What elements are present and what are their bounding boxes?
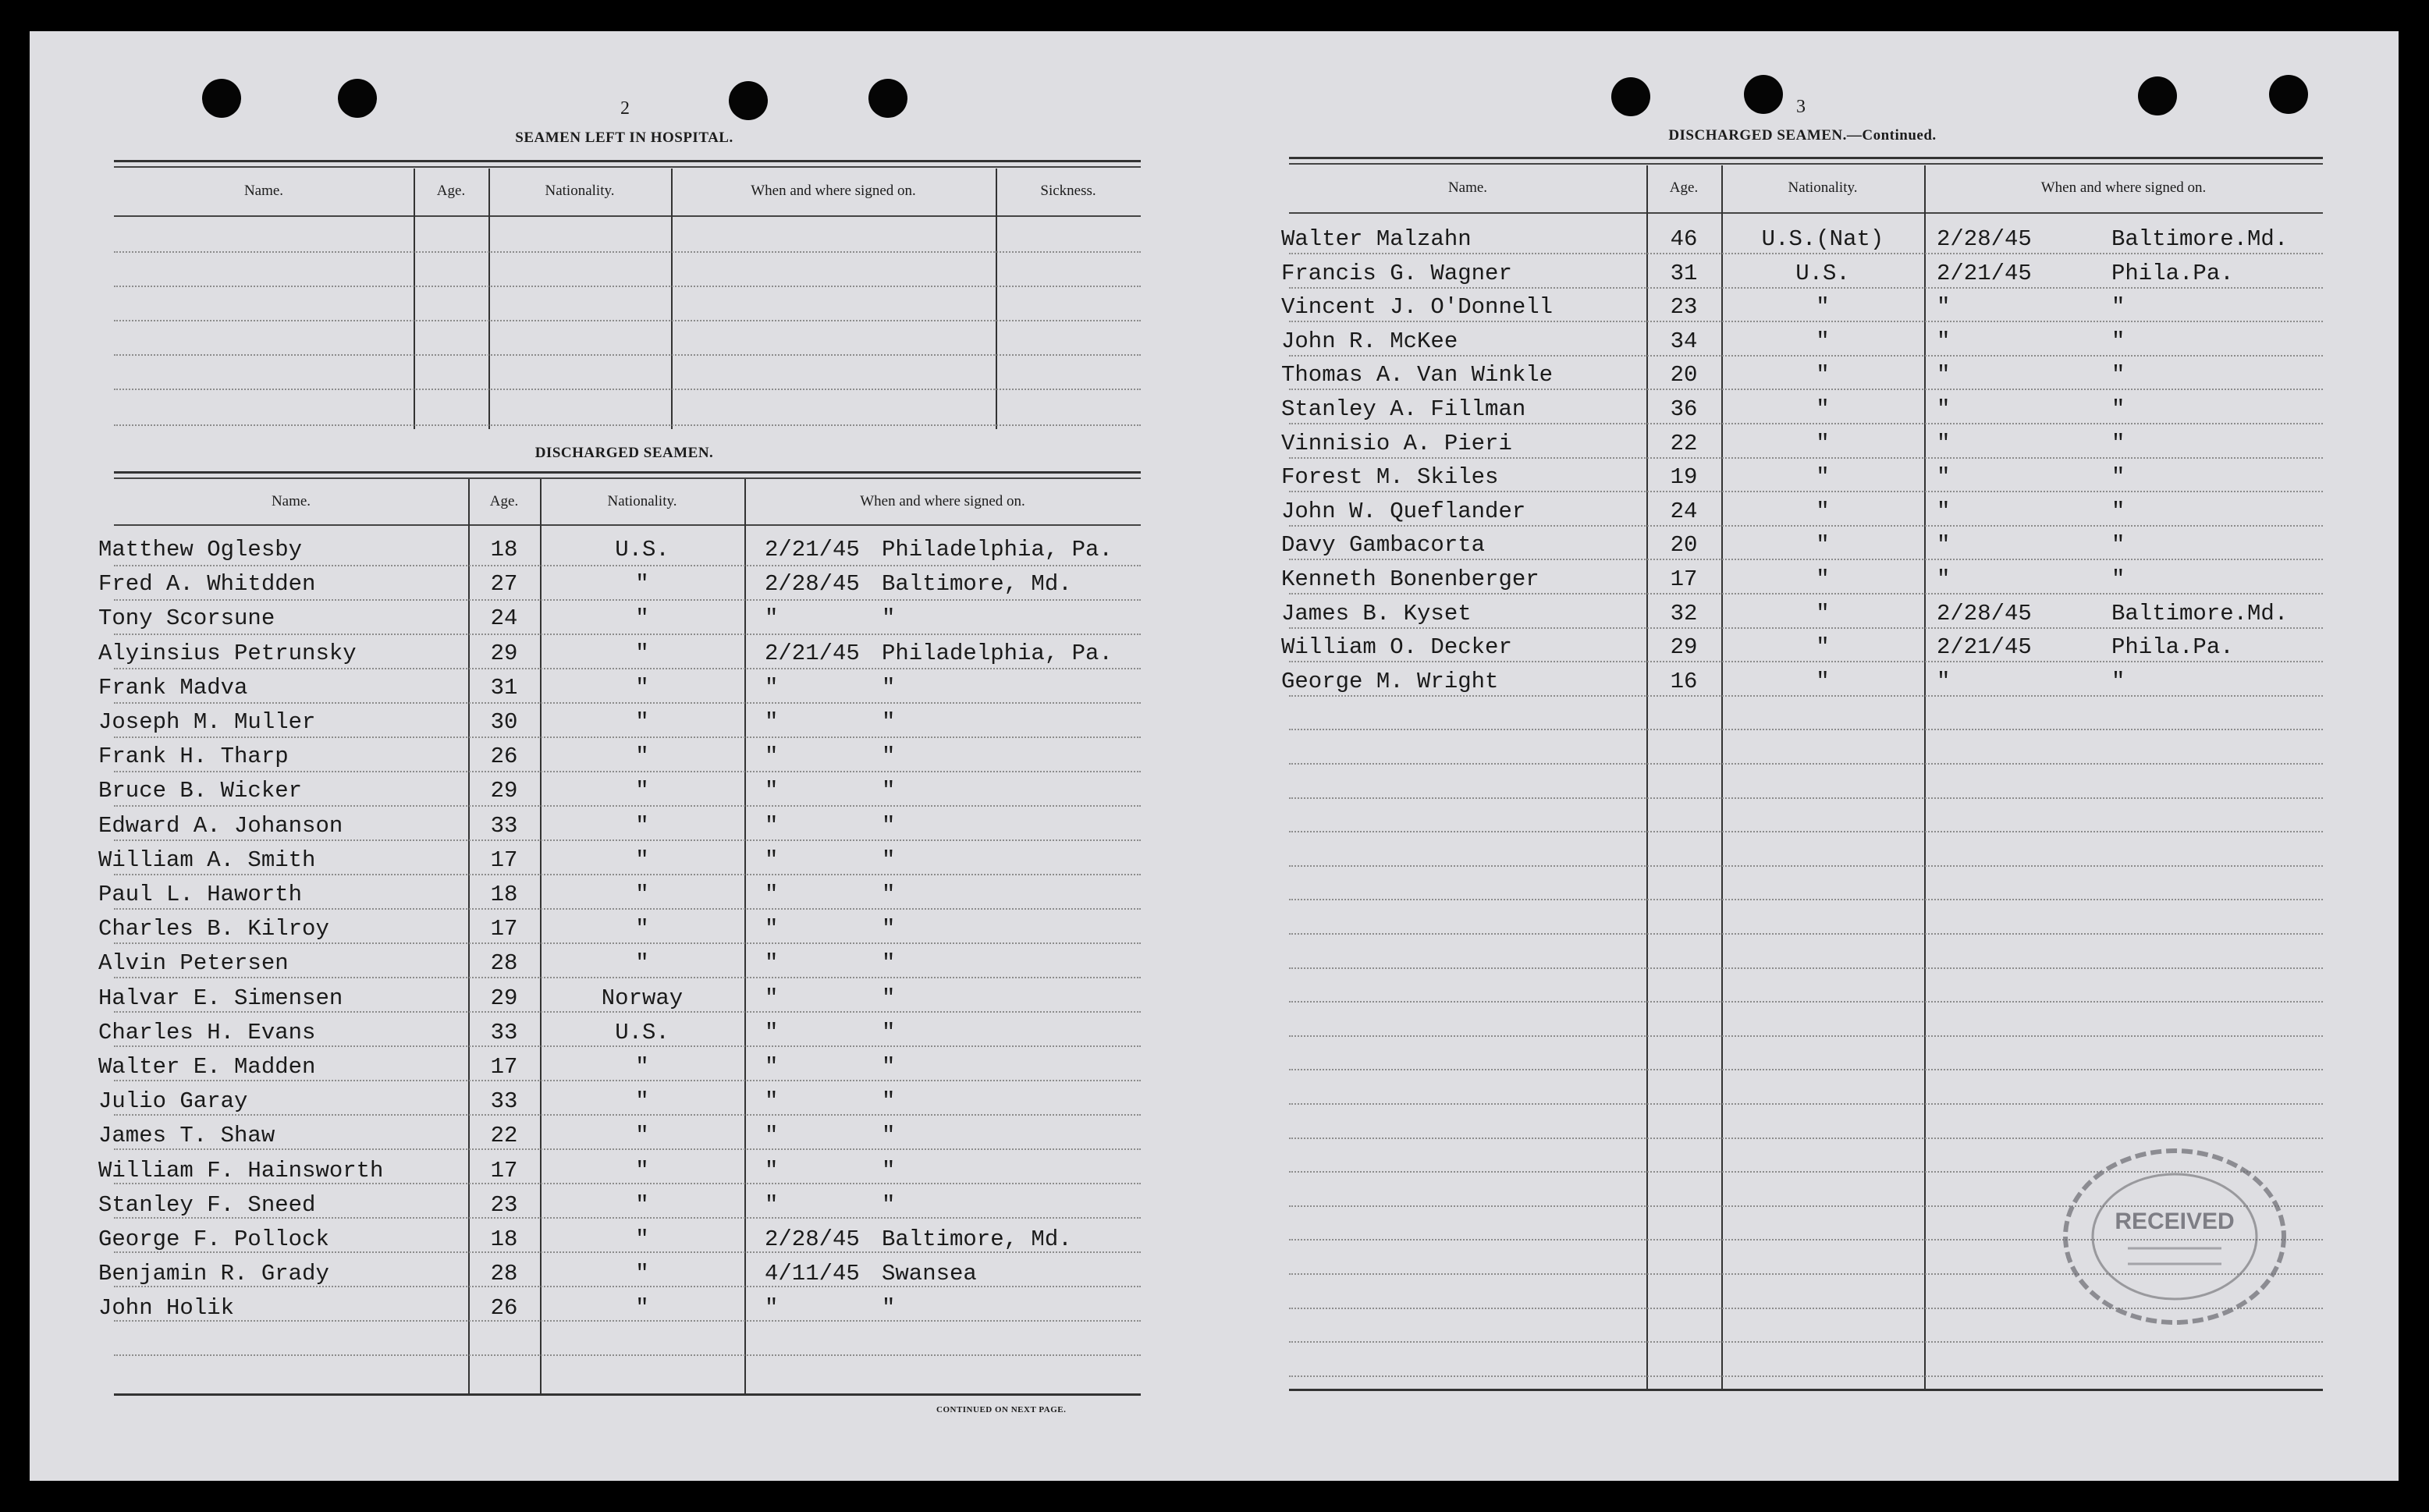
right-page-title: DISCHARGED SEAMEN.—Continued. bbox=[1668, 127, 1937, 144]
signed-on-date: " bbox=[765, 1123, 779, 1149]
punch-hole bbox=[2138, 76, 2177, 115]
row-rule bbox=[114, 565, 1141, 566]
signed-on-date: " bbox=[1937, 498, 1951, 524]
seaman-age: 34 bbox=[1670, 328, 1698, 354]
seaman-name: James B. Kyset bbox=[1281, 600, 1472, 626]
signed-on-date: 2/28/45 bbox=[765, 571, 860, 598]
row-rule bbox=[114, 1354, 1141, 1356]
rule bbox=[114, 477, 1141, 479]
seaman-name: Fred A. Whitdden bbox=[98, 571, 316, 598]
seaman-nationality: " bbox=[635, 1123, 649, 1149]
rule bbox=[114, 524, 1141, 526]
seaman-age: 26 bbox=[490, 744, 518, 770]
seaman-nationality: " bbox=[635, 1295, 649, 1322]
row-rule bbox=[1289, 355, 2323, 357]
row-rule bbox=[1289, 865, 2323, 867]
signed-on-place: Baltimore, Md. bbox=[882, 571, 1072, 598]
seaman-nationality: " bbox=[1816, 396, 1830, 422]
signed-on-date: " bbox=[1937, 430, 1951, 456]
hospital-col-sickness: Sickness. bbox=[1040, 183, 1096, 199]
rule bbox=[1289, 212, 2323, 214]
seaman-name: John R. McKee bbox=[1281, 328, 1458, 354]
signed-on-date: " bbox=[765, 709, 779, 735]
rule bbox=[114, 166, 1141, 168]
signed-on-place: " bbox=[882, 1123, 896, 1149]
discharged-col-name: Name. bbox=[271, 493, 311, 509]
seaman-nationality: " bbox=[635, 916, 649, 942]
seaman-name: Joseph M. Muller bbox=[98, 709, 316, 735]
column-divider bbox=[744, 479, 746, 1393]
seaman-age: 22 bbox=[1670, 430, 1698, 456]
discharged-col-signed-on: When and where signed on. bbox=[860, 493, 1025, 509]
punch-hole bbox=[729, 81, 768, 120]
signed-on-date: " bbox=[1937, 464, 1951, 491]
received-stamp bbox=[2054, 1139, 2296, 1334]
seaman-nationality: " bbox=[1816, 532, 1830, 559]
rule bbox=[1289, 157, 2323, 159]
seaman-name: Thomas A. Van Winkle bbox=[1281, 362, 1554, 389]
signed-on-place: " bbox=[882, 778, 896, 804]
signed-on-place: " bbox=[882, 709, 896, 735]
row-rule bbox=[1289, 1103, 2323, 1105]
punch-hole bbox=[202, 79, 241, 118]
signed-on-place: " bbox=[882, 1157, 896, 1184]
seaman-name: Alyinsius Petrunsky bbox=[98, 640, 357, 666]
seaman-name: Bruce B. Wicker bbox=[98, 778, 303, 804]
discharged-section-title: DISCHARGED SEAMEN. bbox=[534, 445, 714, 461]
signed-on-place: " bbox=[2111, 464, 2125, 491]
signed-on-date: " bbox=[765, 950, 779, 977]
seaman-nationality: " bbox=[635, 744, 649, 770]
row-rule bbox=[1289, 559, 2323, 560]
signed-on-place: " bbox=[882, 1295, 896, 1322]
seaman-name: Stanley F. Sneed bbox=[98, 1191, 316, 1218]
signed-on-date: " bbox=[765, 778, 779, 804]
seaman-age: 18 bbox=[490, 1226, 518, 1252]
seaman-nationality: " bbox=[635, 1088, 649, 1115]
seaman-age: 36 bbox=[1670, 396, 1698, 422]
seaman-name: William A. Smith bbox=[98, 847, 316, 873]
page-number-left: 2 bbox=[620, 98, 630, 119]
signed-on-date: 2/28/45 bbox=[1937, 600, 2032, 626]
signed-on-date: " bbox=[1937, 328, 1951, 354]
seaman-nationality: " bbox=[1816, 566, 1830, 592]
signed-on-date: " bbox=[765, 812, 779, 839]
seaman-nationality: " bbox=[635, 1054, 649, 1080]
seaman-nationality: " bbox=[1816, 464, 1830, 491]
row-rule bbox=[1289, 899, 2323, 900]
seaman-age: 29 bbox=[490, 640, 518, 666]
row-rule bbox=[1289, 1035, 2323, 1037]
seaman-nationality: " bbox=[635, 1157, 649, 1184]
signed-on-place: " bbox=[2111, 566, 2125, 592]
seaman-name: George M. Wright bbox=[1281, 668, 1499, 694]
signed-on-date: " bbox=[765, 985, 779, 1011]
seaman-name: John W. Queflander bbox=[1281, 498, 1526, 524]
signed-on-place: " bbox=[882, 744, 896, 770]
seaman-name: Matthew Oglesby bbox=[98, 537, 303, 563]
row-rule bbox=[114, 251, 1141, 253]
row-rule bbox=[114, 908, 1141, 910]
seaman-age: 17 bbox=[490, 1157, 518, 1184]
signed-on-place: Baltimore.Md. bbox=[2111, 226, 2289, 252]
signed-on-date: 2/21/45 bbox=[765, 640, 860, 666]
row-rule bbox=[114, 286, 1141, 287]
seaman-name: Frank Madva bbox=[98, 674, 248, 701]
row-rule bbox=[114, 668, 1141, 669]
signed-on-date: " bbox=[765, 882, 779, 907]
row-rule bbox=[1289, 253, 2323, 254]
seaman-age: 27 bbox=[490, 571, 518, 598]
row-rule bbox=[114, 874, 1141, 875]
signed-on-place: " bbox=[882, 812, 896, 839]
seaman-name: Alvin Petersen bbox=[98, 950, 289, 977]
signed-on-place: " bbox=[882, 1088, 896, 1115]
row-rule bbox=[1289, 389, 2323, 390]
punch-hole bbox=[2269, 75, 2308, 114]
signed-on-date: " bbox=[765, 847, 779, 873]
right-col-nationality: Nationality. bbox=[1788, 179, 1858, 196]
seaman-name: Francis G. Wagner bbox=[1281, 260, 1512, 286]
seaman-nationality: " bbox=[1816, 294, 1830, 321]
signed-on-place: Phila.Pa. bbox=[2111, 260, 2234, 286]
signed-on-place: Baltimore, Md. bbox=[882, 1226, 1072, 1252]
seaman-name: Edward A. Johanson bbox=[98, 812, 343, 839]
signed-on-place: " bbox=[2111, 396, 2125, 422]
signed-on-date: " bbox=[765, 1088, 779, 1115]
seaman-age: 17 bbox=[490, 847, 518, 873]
seaman-name: Paul L. Haworth bbox=[98, 882, 303, 907]
seaman-nationality: " bbox=[635, 605, 649, 632]
signed-on-place: " bbox=[882, 1019, 896, 1045]
seaman-age: 17 bbox=[490, 1054, 518, 1080]
signed-on-place: " bbox=[2111, 294, 2125, 321]
rule bbox=[114, 215, 1141, 217]
signed-on-date: " bbox=[1937, 294, 1951, 321]
seaman-nationality: " bbox=[1816, 668, 1830, 694]
seaman-age: 31 bbox=[490, 674, 518, 701]
signed-on-date: 2/28/45 bbox=[765, 1226, 860, 1252]
hospital-col-age: Age. bbox=[436, 183, 466, 199]
seaman-age: 26 bbox=[490, 1295, 518, 1322]
signed-on-place: Swansea bbox=[882, 1261, 977, 1287]
seaman-age: 18 bbox=[490, 537, 518, 563]
signed-on-date: 2/21/45 bbox=[765, 537, 860, 563]
seaman-name: Charles H. Evans bbox=[98, 1019, 316, 1045]
seaman-age: 17 bbox=[490, 916, 518, 942]
signed-on-date: " bbox=[1937, 362, 1951, 389]
seaman-age: 24 bbox=[490, 605, 518, 632]
row-rule bbox=[114, 599, 1141, 601]
row-rule bbox=[114, 702, 1141, 704]
rule bbox=[114, 471, 1141, 474]
signed-on-date: " bbox=[765, 1054, 779, 1080]
seaman-age: 20 bbox=[1670, 532, 1698, 559]
signed-on-date: " bbox=[765, 1019, 779, 1045]
seaman-nationality: " bbox=[635, 882, 649, 907]
signed-on-place: Phila.Pa. bbox=[2111, 634, 2234, 661]
signed-on-place: Philadelphia, Pa. bbox=[882, 640, 1113, 666]
signed-on-place: " bbox=[882, 950, 896, 977]
seaman-name: William O. Decker bbox=[1281, 634, 1512, 661]
seaman-nationality: " bbox=[635, 571, 649, 598]
seaman-nationality: " bbox=[1816, 362, 1830, 389]
row-rule bbox=[1289, 627, 2323, 629]
seaman-nationality: " bbox=[635, 640, 649, 666]
row-rule bbox=[114, 389, 1141, 390]
seaman-nationality: " bbox=[1816, 328, 1830, 354]
seaman-nationality: " bbox=[635, 812, 649, 839]
seaman-nationality: " bbox=[635, 950, 649, 977]
seaman-name: Halvar E. Simensen bbox=[98, 985, 343, 1011]
seaman-name: John Holik bbox=[98, 1295, 235, 1322]
row-rule bbox=[114, 1011, 1141, 1013]
signed-on-place: Philadelphia, Pa. bbox=[882, 537, 1113, 563]
punch-hole bbox=[338, 79, 377, 118]
signed-on-place: " bbox=[2111, 362, 2125, 389]
seaman-age: 28 bbox=[490, 950, 518, 977]
hospital-col-nationality: Nationality. bbox=[545, 183, 615, 199]
row-rule bbox=[1289, 729, 2323, 730]
row-rule bbox=[1289, 1375, 2323, 1377]
ledger-paper bbox=[30, 31, 2399, 1481]
row-rule bbox=[114, 805, 1141, 807]
seaman-age: 28 bbox=[490, 1261, 518, 1287]
seaman-name: George F. Pollock bbox=[98, 1226, 329, 1252]
signed-on-place: " bbox=[2111, 668, 2125, 694]
hospital-col-signed-on: When and where signed on. bbox=[751, 183, 916, 199]
discharged-col-nationality: Nationality. bbox=[607, 493, 677, 509]
seaman-nationality: U.S. bbox=[1795, 260, 1850, 286]
row-rule bbox=[1289, 525, 2323, 527]
seaman-age: 29 bbox=[1670, 634, 1698, 661]
right-col-age: Age. bbox=[1669, 179, 1699, 196]
seaman-nationality: " bbox=[635, 1191, 649, 1218]
signed-on-date: " bbox=[1937, 566, 1951, 592]
seaman-nationality: Norway bbox=[601, 985, 684, 1011]
rule bbox=[114, 1393, 1141, 1396]
seaman-nationality: " bbox=[635, 847, 649, 873]
seaman-name: Davy Gambacorta bbox=[1281, 532, 1486, 559]
row-rule bbox=[114, 634, 1141, 635]
seaman-name: Forest M. Skiles bbox=[1281, 464, 1499, 491]
row-rule bbox=[1289, 967, 2323, 969]
seaman-nationality: " bbox=[635, 1226, 649, 1252]
row-rule bbox=[114, 1148, 1141, 1150]
seaman-age: 24 bbox=[1670, 498, 1698, 524]
signed-on-place: " bbox=[882, 1054, 896, 1080]
seaman-nationality: U.S. bbox=[615, 1019, 669, 1045]
signed-on-place: " bbox=[2111, 532, 2125, 559]
seaman-age: 46 bbox=[1670, 226, 1698, 252]
seaman-age: 23 bbox=[1670, 294, 1698, 321]
row-rule bbox=[1289, 831, 2323, 832]
seaman-nationality: " bbox=[1816, 600, 1830, 626]
seaman-age: 22 bbox=[490, 1123, 518, 1149]
punch-hole bbox=[1611, 77, 1650, 116]
row-rule bbox=[114, 354, 1141, 356]
row-rule bbox=[114, 320, 1141, 321]
signed-on-date: " bbox=[765, 916, 779, 942]
row-rule bbox=[114, 977, 1141, 978]
row-rule bbox=[1289, 1341, 2323, 1343]
signed-on-date: " bbox=[765, 605, 779, 632]
signed-on-date: 2/21/45 bbox=[1937, 260, 2032, 286]
seaman-nationality: U.S. bbox=[615, 537, 669, 563]
seaman-nationality: " bbox=[635, 1261, 649, 1287]
page-number-right: 3 bbox=[1796, 97, 1806, 117]
seaman-name: James T. Shaw bbox=[98, 1123, 275, 1149]
row-rule bbox=[1289, 661, 2323, 662]
seaman-nationality: " bbox=[635, 674, 649, 701]
seaman-nationality: " bbox=[635, 709, 649, 735]
signed-on-date: " bbox=[765, 1295, 779, 1322]
signed-on-place: Baltimore.Md. bbox=[2111, 600, 2289, 626]
row-rule bbox=[1289, 457, 2323, 459]
right-col-signed-on: When and where signed on. bbox=[2040, 179, 2207, 196]
signed-on-date: 2/21/45 bbox=[1937, 634, 2032, 661]
seaman-name: Vincent J. O'Donnell bbox=[1281, 294, 1554, 321]
seaman-age: 16 bbox=[1670, 668, 1698, 694]
signed-on-date: " bbox=[765, 1191, 779, 1218]
seaman-age: 32 bbox=[1670, 600, 1698, 626]
hospital-section-title: SEAMEN LEFT IN HOSPITAL. bbox=[515, 130, 733, 146]
continued-note: CONTINUED ON NEXT PAGE. bbox=[936, 1405, 1067, 1414]
seaman-age: 30 bbox=[490, 709, 518, 735]
seaman-name: Julio Garay bbox=[98, 1088, 248, 1115]
seaman-name: Tony Scorsune bbox=[98, 605, 275, 632]
signed-on-place: " bbox=[2111, 498, 2125, 524]
hospital-col-name: Name. bbox=[243, 183, 284, 199]
seaman-name: Vinnisio A. Pieri bbox=[1281, 430, 1512, 456]
seaman-name: Benjamin R. Grady bbox=[98, 1261, 329, 1287]
rule bbox=[114, 160, 1141, 162]
seaman-age: 29 bbox=[490, 778, 518, 804]
punch-hole bbox=[1744, 75, 1783, 114]
row-rule bbox=[1289, 763, 2323, 765]
row-rule bbox=[1289, 321, 2323, 322]
signed-on-date: " bbox=[765, 674, 779, 701]
punch-hole bbox=[868, 79, 907, 118]
seaman-age: 33 bbox=[490, 1088, 518, 1115]
seaman-age: 23 bbox=[490, 1191, 518, 1218]
row-rule bbox=[114, 1114, 1141, 1116]
seaman-age: 17 bbox=[1670, 566, 1698, 592]
discharged-col-age: Age. bbox=[489, 493, 519, 509]
signed-on-place: " bbox=[882, 1191, 896, 1218]
row-rule bbox=[1289, 423, 2323, 424]
rule bbox=[1289, 163, 2323, 165]
seaman-age: 20 bbox=[1670, 362, 1698, 389]
row-rule bbox=[1289, 1001, 2323, 1003]
seaman-nationality: " bbox=[1816, 634, 1830, 661]
seaman-age: 19 bbox=[1670, 464, 1698, 491]
row-rule bbox=[1289, 933, 2323, 935]
seaman-nationality: U.S.(Nat) bbox=[1761, 226, 1884, 252]
signed-on-date: " bbox=[765, 744, 779, 770]
row-rule bbox=[114, 1080, 1141, 1081]
row-rule bbox=[1289, 695, 2323, 697]
row-rule bbox=[1289, 491, 2323, 492]
signed-on-place: " bbox=[882, 674, 896, 701]
seaman-name: Charles B. Kilroy bbox=[98, 916, 329, 942]
seaman-name: Kenneth Bonenberger bbox=[1281, 566, 1539, 592]
signed-on-place: " bbox=[882, 605, 896, 632]
seaman-nationality: " bbox=[1816, 498, 1830, 524]
seaman-nationality: " bbox=[635, 778, 649, 804]
signed-on-date: " bbox=[1937, 668, 1951, 694]
seaman-name: William F. Hainsworth bbox=[98, 1157, 384, 1184]
rule bbox=[1289, 1389, 2323, 1391]
row-rule bbox=[114, 942, 1141, 944]
seaman-age: 29 bbox=[490, 985, 518, 1011]
right-col-name: Name. bbox=[1447, 179, 1488, 196]
row-rule bbox=[114, 771, 1141, 772]
signed-on-place: " bbox=[2111, 430, 2125, 456]
seaman-age: 18 bbox=[490, 882, 518, 907]
signed-on-date: " bbox=[765, 1157, 779, 1184]
seaman-name: Walter Malzahn bbox=[1281, 226, 1472, 252]
row-rule bbox=[1289, 1069, 2323, 1070]
row-rule bbox=[1289, 593, 2323, 595]
signed-on-place: " bbox=[882, 916, 896, 942]
stamp-text: RECEIVED bbox=[2115, 1209, 2235, 1234]
seaman-age: 33 bbox=[490, 1019, 518, 1045]
seaman-name: Stanley A. Fillman bbox=[1281, 396, 1526, 422]
row-rule bbox=[114, 736, 1141, 738]
signed-on-date: " bbox=[1937, 532, 1951, 559]
signed-on-place: " bbox=[882, 985, 896, 1011]
signed-on-place: " bbox=[882, 882, 896, 907]
row-rule bbox=[1289, 287, 2323, 289]
row-rule bbox=[1289, 797, 2323, 799]
signed-on-date: 4/11/45 bbox=[765, 1261, 860, 1287]
row-rule bbox=[114, 424, 1141, 426]
signed-on-place: " bbox=[882, 847, 896, 873]
seaman-age: 33 bbox=[490, 812, 518, 839]
signed-on-date: " bbox=[1937, 396, 1951, 422]
row-rule bbox=[114, 839, 1141, 841]
seaman-nationality: " bbox=[1816, 430, 1830, 456]
seaman-name: Frank H. Tharp bbox=[98, 744, 289, 770]
seaman-age: 31 bbox=[1670, 260, 1698, 286]
signed-on-date: 2/28/45 bbox=[1937, 226, 2032, 252]
row-rule bbox=[114, 1045, 1141, 1047]
signed-on-place: " bbox=[2111, 328, 2125, 354]
seaman-name: Walter E. Madden bbox=[98, 1054, 316, 1080]
